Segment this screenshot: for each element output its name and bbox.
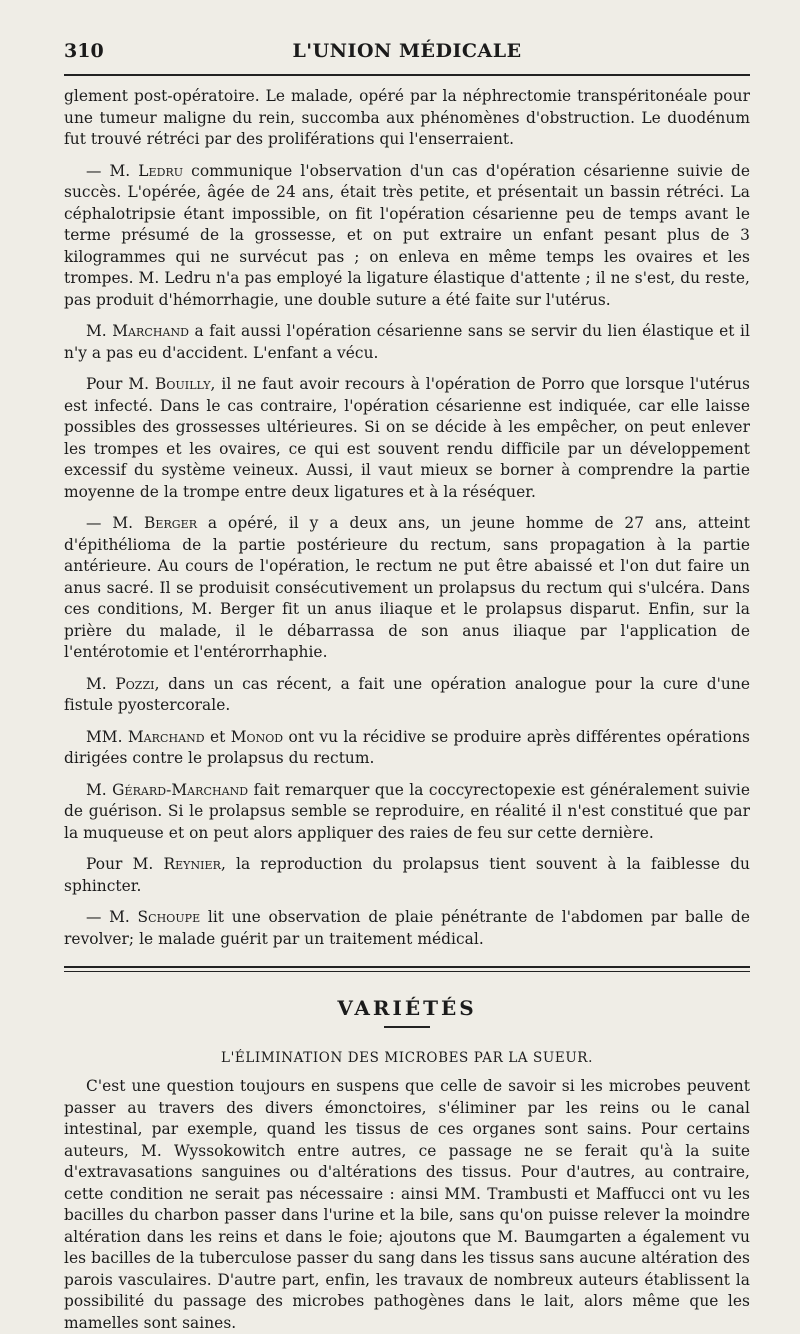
author-name: Reynier [163,855,221,873]
page-header [64,34,750,68]
text-run: — M. [86,161,139,180]
paragraph-9 [64,854,750,897]
author-name: Monod [230,727,284,746]
text-run: , il ne faut avoir recours à l'opération de Porro que lorsque l'utérus est infecté. Dans le cas contraire, l'opération césarienne est indiquée, car elle laisse possibles des grossesses ultérieures. Si on se décide à les empêcher, on peut enlever les trompes et les ovaires, ce qui est souvent rendu difficile par un développement excessif du système veineux. Aussi, il vaut mieux se borner à comprendre la partie moyenne de la trompe entre deux ligatures et à la réséquer. [64,375,750,501]
section-title: VARIÉTÉS [337,996,477,1020]
paragraph-10 [64,907,750,950]
author-name: Schoupe [137,908,201,926]
author-name: Gérard-Marchand [112,780,249,799]
text-run: , dans un cas récent, a fait une opération analogue pour la cure d'une fistule pyostercorale. [64,674,750,714]
section-divider [64,966,750,972]
article-title: L'ÉLIMINATION DES MICROBES PAR LA SUEUR. [221,1050,593,1066]
paragraph-3 [64,321,750,364]
page-number: 310 [64,40,104,62]
paragraph-7 [64,727,750,770]
article-body: C'est une question toujours en suspens que celle de savoir si les microbes peuvent passer au travers des divers émonctoires, s'éliminer par les reins ou le canal intestinal, par exemple, quand les tissus de ces organes sont sains. Pour certains auteurs, M. Wyssokowitch entre autres, ce passage ne se ferait qu'à la suite d'extravasations sanguines ou d'altérations des tissus. Pour d'autres, au contraire, cette condition ne serait pas nécessaire : ainsi MM. Trambusti et Maffucci ont vu les bacilles du charbon passer dans l'urine et la bile, sans qu'on puisse relever la moindre altération dans les reins et dans le foie; ajoutons que M. Baumgarten a également vu les bacilles de la tuberculose passer du sang dans les tissus sans aucune altération des parois vasculaires. D'autre part, enfin, les travaux de nombreux auteurs établissent la possibilité du passage des microbes pathogènes dans le lait, alors même que les mamelles sont saines. [64,1077,750,1332]
text-run: a opéré, il y a deux ans, un jeune homme de 27 ans, atteint d'épithélioma de la partie postérieure du rectum, sans propagation à la partie antérieure. Au cours de l'opération, le rectum ne put être abaissé et l'on dut faire un anus sacré. Il se produisit consécutivement un prolapsus du rectum qui s'ulcéra. Dans ces conditions, M. Berger fit un anus iliaque et le prolapsus disparut. Enfin, sur la prière du malade, il le débarrassa de son anus iliaque par l'application de l'entérotomie et l'entérorrhaphie. [64,514,751,661]
journal-title: L'UNION MÉDICALE [292,40,522,62]
paragraph-1 [64,86,750,151]
text-run: , la reproduction du prolapsus tient souvent à la faiblesse du sphincter. [64,855,750,895]
text-run: M. [86,780,113,799]
section-title-rule [384,1026,430,1028]
author-name: Pozzi [115,674,155,693]
author-name: Berger [144,514,198,532]
paragraph-6 [64,674,750,717]
text-run: — M. [86,514,144,532]
author-name: Marchand [112,322,190,340]
text-run: lit une observation de plaie pénétrante de l'abdomen par balle de revolver; le malade guérit par un traitement médical. [64,908,750,948]
paragraph-5 [64,513,750,664]
author-name: Ledru [138,161,184,180]
text-run: fait remarquer que la coccyrectopexie est généralement suivie de guérison. Si le prolapsus semble se reproduire, en réalité il n'est constitué que par la muqueuse et on peut alors appliquer des raies de feu sur cette dernière. [64,780,750,842]
text-run: MM. [86,727,128,746]
text-run: Pour M. [86,375,156,393]
paragraph-2 [64,161,750,312]
text-run: — M. [86,908,138,926]
text-run: communique l'observation d'un cas d'opération césarienne suivie de succès. L'opérée, âgée de 24 ans, était très petite, et présentait un bassin rétréci. La céphalotripsie étant impossible, on fit l'opération césarienne peu de temps avant le terme présumé de la grossesse, et on put extraire un enfant pesant plus de 3 kilogrammes qui ne survécut pas ; on enleva en même temps les ovaires et les trompes. M. Ledru n'a pas employé la ligature élastique d'attente ; il ne s'est, du reste, pas produit d'hémorrhagie, une double suture a été faite sur l'utérus. [64,161,751,309]
text-run: a fait aussi l'opération césarienne sans se servir du lien élastique et il n'y a pas eu d'accident. L'enfant a vécu. [64,322,750,362]
text-run: et [204,727,231,746]
text-run: M. [86,674,116,693]
text-run: glement post-opératoire. Le malade, opéré par la néphrectomie transpéritonéale pour une tumeur maligne du rein, succomba aux phénomènes d'obstruction. Le duodénum fut trouvé rétréci par des proliférations qui l'enserraient. [64,87,750,148]
text-run: M. [86,322,113,340]
author-name: Marchand [127,727,205,746]
text-run: ont vu la récidive se produire après différentes opérations dirigées contre le prolapsus du rectum. [64,727,750,767]
author-name: Bouilly [155,375,211,393]
paragraph-8 [64,780,750,845]
header-rule [64,74,750,76]
paragraph-4 [64,374,750,503]
text-run: Pour M. [86,855,164,873]
